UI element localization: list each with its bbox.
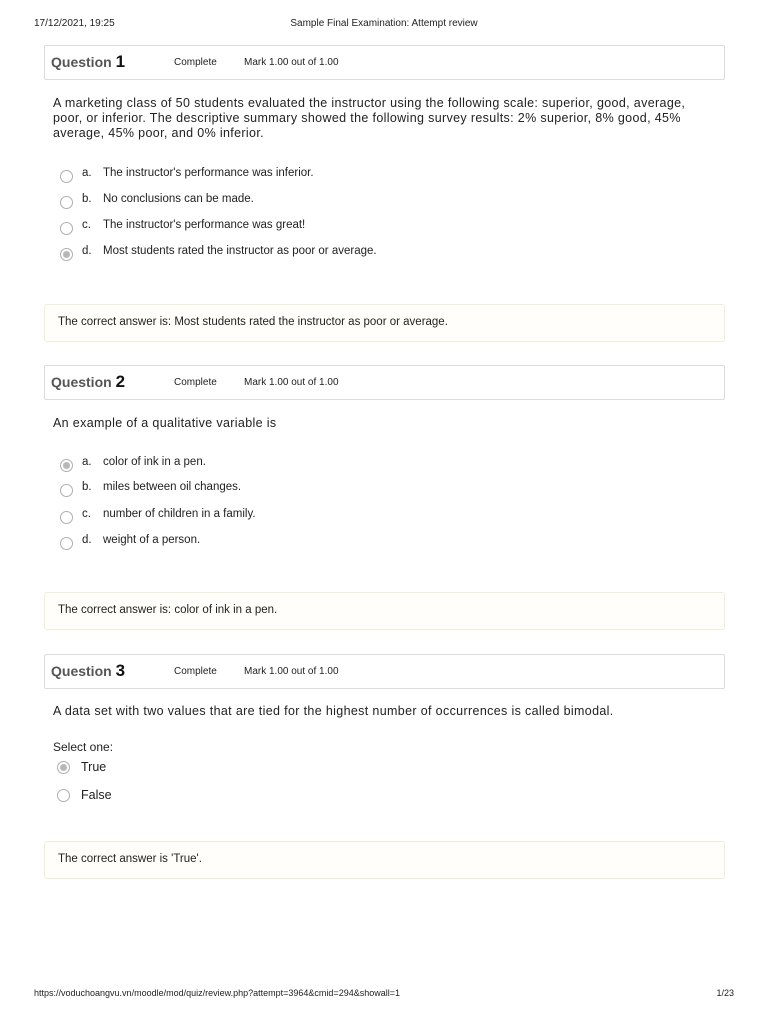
select-one-prompt: Select one: — [53, 740, 114, 754]
radio-button[interactable] — [60, 484, 73, 497]
radio-button[interactable] — [60, 196, 73, 209]
question-1-label: Question 1 — [51, 52, 126, 71]
radio-button[interactable] — [60, 511, 73, 524]
print-footer — [34, 988, 734, 1002]
print-datetime: 17/12/2021, 19:25 — [34, 18, 115, 29]
page-number: 1/23 — [716, 988, 734, 998]
radio-button-selected[interactable] — [60, 248, 73, 261]
question-3-label: Question 3 — [51, 661, 126, 680]
correct-answer-text: The correct answer is: Most students rated the instructor as poor or average. — [58, 316, 448, 328]
question-2-text: An example of a qualitative variable is — [53, 416, 277, 430]
correct-answer-text: The correct answer is: color of ink in a pen. — [58, 604, 278, 616]
question-3-grade: Mark 1.00 out of 1.00 — [244, 666, 339, 677]
print-header — [34, 18, 734, 32]
question-2-state: Complete — [174, 377, 217, 388]
question-3-text: A data set with two values that are tied for the highest number of occurrences is called bimodal. — [53, 704, 614, 718]
radio-button[interactable] — [60, 537, 73, 550]
question-1-info — [44, 45, 725, 80]
question-3-info — [44, 654, 725, 689]
question-1-grade: Mark 1.00 out of 1.00 — [244, 57, 339, 68]
question-3-number: 3 — [115, 661, 126, 680]
radio-button-selected[interactable] — [60, 459, 73, 472]
radio-button[interactable] — [60, 170, 73, 183]
question-1-state: Complete — [174, 57, 217, 68]
page-url: https://voduchoangvu.vn/moodle/mod/quiz/review.php?attempt=3964&cmid=294&showall=1 — [34, 988, 400, 998]
question-1-text: A marketing class of 50 students evaluated the instructor using the following scale: superior, good, average, poor, or inferior. The descriptive summary showed the following survey results: 2% superior, 8% good, 45% average, 45% poor, and 0% inferior. — [53, 96, 686, 140]
radio-button[interactable] — [60, 222, 73, 235]
radio-button-selected[interactable] — [57, 761, 70, 774]
question-2-number: 2 — [115, 372, 126, 391]
question-3-feedback — [44, 841, 725, 879]
question-2-grade: Mark 1.00 out of 1.00 — [244, 377, 339, 388]
question-2-feedback — [44, 592, 725, 630]
radio-button[interactable] — [57, 789, 70, 802]
question-1-feedback — [44, 304, 725, 342]
question-3-state: Complete — [174, 666, 217, 677]
question-2-label: Question 2 — [51, 372, 126, 391]
question-2-info — [44, 365, 725, 400]
question-1-number: 1 — [115, 52, 126, 71]
correct-answer-text: The correct answer is 'True'. — [58, 853, 202, 865]
page-title: Sample Final Examination: Attempt review — [290, 18, 478, 29]
